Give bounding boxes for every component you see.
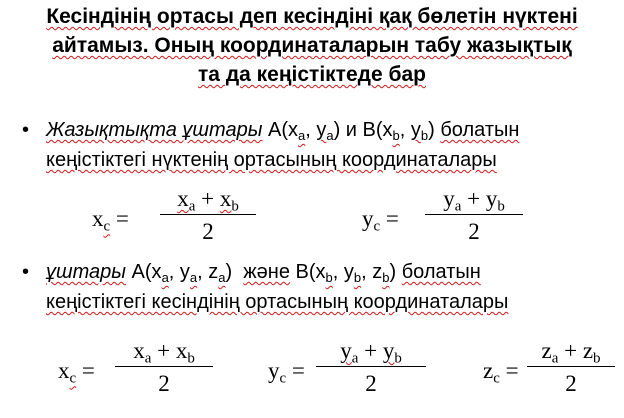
bullet-2d-line-1 xyxy=(46,116,519,144)
bullet-3d-lead: ұштары xyxy=(46,261,126,283)
title-line-3: та да кеңістіктеде бар xyxy=(198,63,426,86)
slide-title xyxy=(0,2,624,89)
bullet-marker: • xyxy=(22,119,30,141)
yc-fraction-2d xyxy=(425,186,523,245)
yc-label-2d: $y_c$ = xyxy=(362,206,399,235)
fraction-bar xyxy=(115,366,213,367)
yc-numerator: $y_a + y_b$ xyxy=(340,338,402,367)
zc-label-3d: $z_c$ = xyxy=(483,358,519,387)
title-line-1: Кесіндінің ортасы деп кесіндіні қақ бөлетін нүктені xyxy=(46,5,578,28)
denominator: 2 xyxy=(158,371,170,396)
zc-fraction-3d xyxy=(527,338,615,397)
denominator: 2 xyxy=(202,219,214,244)
xc-label-3d: $x_c$ = xyxy=(58,358,95,387)
bullet-2d-lead: Жазықтықта ұштары xyxy=(46,119,263,141)
bullet-3d-endpoints: $A(x_a$, $y_a$, $z_a$) және $B(x_b$, $y_b$, $z_b$) болатын xyxy=(126,261,481,285)
bullet-2d-line-2: кеңістіктегі нүктенің ортасының координаталары xyxy=(46,149,497,171)
yc-numerator: $y_a + y_b$ xyxy=(443,186,505,215)
denominator: 2 xyxy=(565,371,577,396)
yc-label-3d: $y_c$ = xyxy=(268,358,305,387)
fraction-bar xyxy=(425,214,523,215)
bullet-3d-line-1 xyxy=(46,258,481,286)
bullet-3d-line-2: кеңістіктегі кесіндінің ортасының координаталары xyxy=(46,291,509,313)
zc-numerator: $z_a + z_b$ xyxy=(541,338,601,367)
title-line-2: айтамыз. Оның координаталарын табу жазықтық xyxy=(52,34,572,57)
yc-fraction-3d xyxy=(316,338,426,397)
denominator: 2 xyxy=(365,371,377,396)
fraction-bar xyxy=(316,366,426,367)
fraction-bar xyxy=(160,214,256,215)
denominator: 2 xyxy=(468,219,480,244)
xc-label-2d: $x_c$ = xyxy=(92,206,129,235)
bullet-marker: • xyxy=(22,261,30,283)
fraction-bar xyxy=(527,366,615,367)
xc-fraction-2d xyxy=(160,186,256,245)
xc-fraction-3d xyxy=(115,338,213,397)
bullet-2d-endpoints: $A(x_a$, $y_a$) и $B(x_b$, $y_b$) болатын xyxy=(262,119,520,143)
xc-numerator: $x_a + x_b$ xyxy=(133,338,195,367)
xc-numerator: $x_a + x_b$ xyxy=(177,186,239,215)
